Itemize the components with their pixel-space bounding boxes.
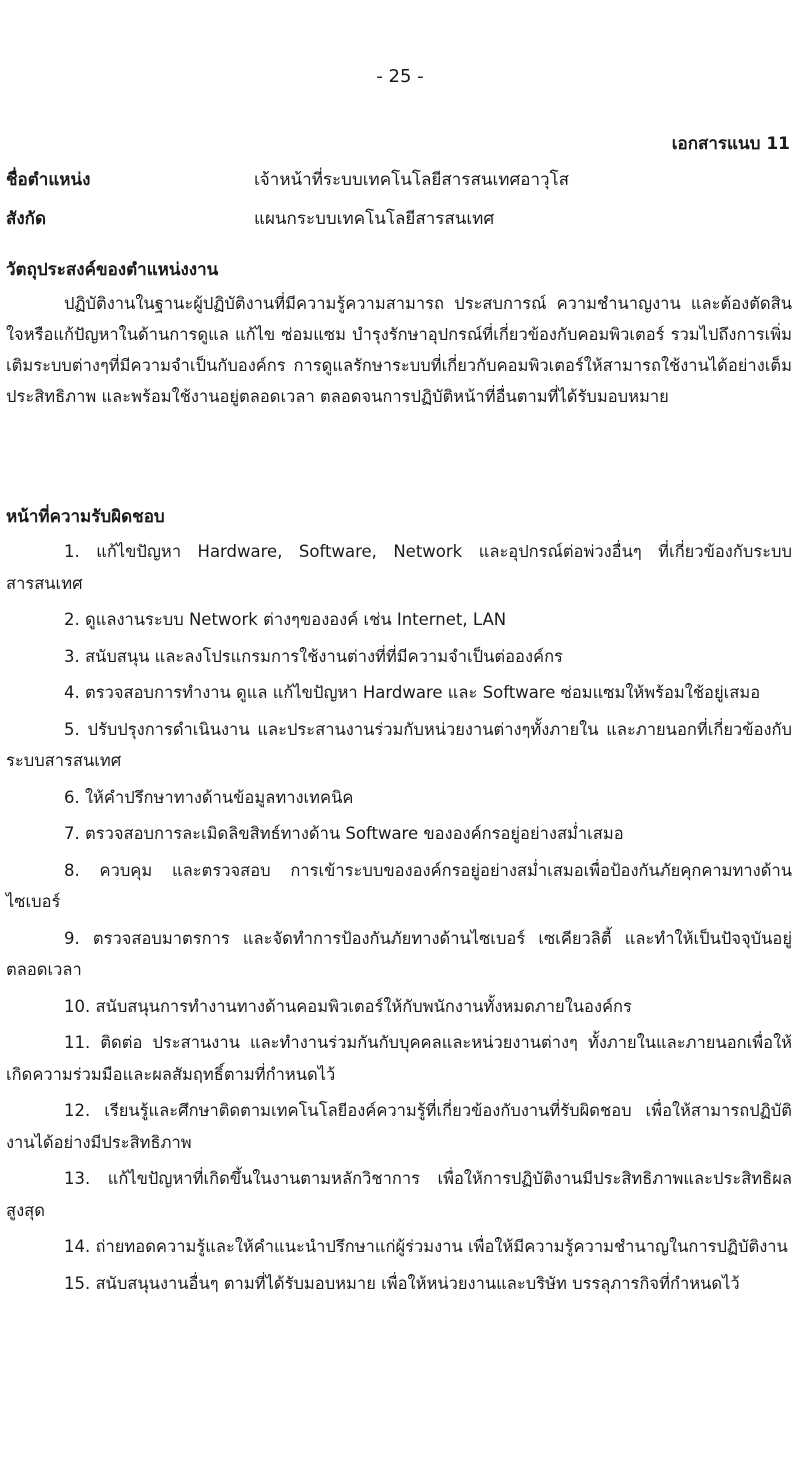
duty-item: 4. ตรวจสอบการทำงาน ดูแล แก้ไขปัญหา Hardware และ Software ซ่อมแซมให้พร้อมใช้อยู่เสมอ: [64, 683, 761, 702]
position-value: เจ้าหน้าที่ระบบเทคโนโลยีสารสนเทศอาวุโส: [254, 170, 570, 190]
position-label: ชื่อตำแหน่ง: [6, 170, 91, 190]
duty-item: 10. สนับสนุนการทำงานทางด้านคอมพิวเตอร์ให้กับพนักงานทั้งหมดภายในองค์กร: [64, 996, 632, 1016]
duty-item: 6. ให้คำปรึกษาทางด้านข้อมูลทางเทคนิค: [64, 787, 354, 807]
objective-heading: วัตถุประสงค์ของตำแหน่งงาน: [6, 260, 219, 280]
page-number: - 25 -: [376, 66, 424, 87]
duty-item: 7. ตรวจสอบการละเมิดลิขสิทธ์ทางด้าน Software ขององค์กรอยู่อย่างสม่ำเสมอ: [64, 824, 624, 843]
responsibilities-heading: หน้าที่ความรับผิดชอบ: [6, 507, 165, 527]
duty-item: 8. ควบคุม และตรวจสอบ การเข้าระบบขององค์กรอยู่อย่างสม่ำเสมอเพื่อป้องกันภัยคุกคามทางด้านไซเบอร์: [6, 860, 792, 911]
duty-item: 13. แก้ไขปัญหาที่เกิดขึ้นในงานตามหลักวิชาการ เพื่อให้การปฏิบัติงานมีประสิทธิภาพและประสิทธิผลสูงสุด: [6, 1169, 792, 1220]
duty-item: 15. สนับสนุนงานอื่นๆ ตามที่ได้รับมอบหมาย เพื่อให้หน่วยงานและบริษัท บรรลุภารกิจที่กำหนดไว้: [64, 1273, 740, 1293]
duty-item: 5. ปรับปรุงการดำเนินงาน และประสานงานร่วมกับหน่วยงานต่างๆทั้งภายใน และภายนอกที่เกี่ยวข้องกับระบบสารสนเทศ: [6, 719, 792, 770]
duty-item: 14. ถ่ายทอดความรู้และให้คำแนะนำปรึกษาแก่ผู้ร่วมงาน เพื่อให้มีความรู้ความชำนาญในการปฏิบัติงาน: [64, 1237, 788, 1256]
attachment-label: เอกสารแนบ 11: [671, 134, 790, 154]
duty-item: 1. แก้ไขปัญหา Hardware, Software, Network และอุปกรณ์ต่อพ่วงอื่นๆ ที่เกี่ยวข้องกับระบบสารสนเทศ: [6, 542, 792, 593]
duty-item: 3. สนับสนุน และลงโปรแกรมการใช้งานต่างที่ที่มีความจำเป็นต่อองค์กร: [64, 646, 563, 666]
duty-item: 12. เรียนรู้และศึกษาติดตามเทคโนโลยีองค์ความรู้ที่เกี่ยวข้องกับงานที่รับผิดชอบ เพื่อให้สามารถปฏิบัติงานได้อย่างมีประสิทธิภาพ: [6, 1101, 792, 1152]
objective-text: ปฏิบัติงานในฐานะผู้ปฏิบัติงานที่มีความรู้ความสามารถ ประสบการณ์ ความชำนาญงาน และต้องตัดสินใจหรือแก้ปัญหาในด้านการดูแล แก้ไข ซ่อมแซม บำรุงรักษาอุปกรณ์ที่เกี่ยวข้องกับคอมพิวเตอร์ รวมไปถึงการเพิ่มเติมระบบต่างๆที่มีความจำเป็นกับองค์กร การดูแลรักษาระบบที่เกี่ยวกับคอมพิวเตอร์ให้สามารถใช้งานได้อย่างเต็มประสิทธิภาพ และพร้อมใช้งานอยู่ตลอดเวลา ตลอดจนการปฏิบัติหน้าที่อื่นตามที่ได้รับมอบหมาย: [6, 294, 792, 406]
department-value: แผนกระบบเทคโนโลยีสารสนเทศ: [254, 209, 495, 229]
department-label: สังกัด: [6, 209, 47, 229]
duty-item: 11. ติดต่อ ประสานงาน และทำงานร่วมกันกับบุคคลและหน่วยงานต่างๆ ทั้งภายในและภายนอกเพื่อให้เกิดความร่วมมือและผลสัมฤทธิ์ตามที่กำหนดไว้: [6, 1033, 792, 1084]
duty-item: 9. ตรวจสอบมาตรการ และจัดทำการป้องกันภัยทางด้านไซเบอร์ เซเคียวลิตี้ และทำให้เป็นปัจจุบันอยู่ตลอดเวลา: [6, 928, 792, 979]
duty-item: 2. ดูแลงานระบบ Network ต่างๆขององค์ เช่น Internet, LAN: [64, 610, 507, 629]
responsibilities-list: [6, 536, 792, 1304]
